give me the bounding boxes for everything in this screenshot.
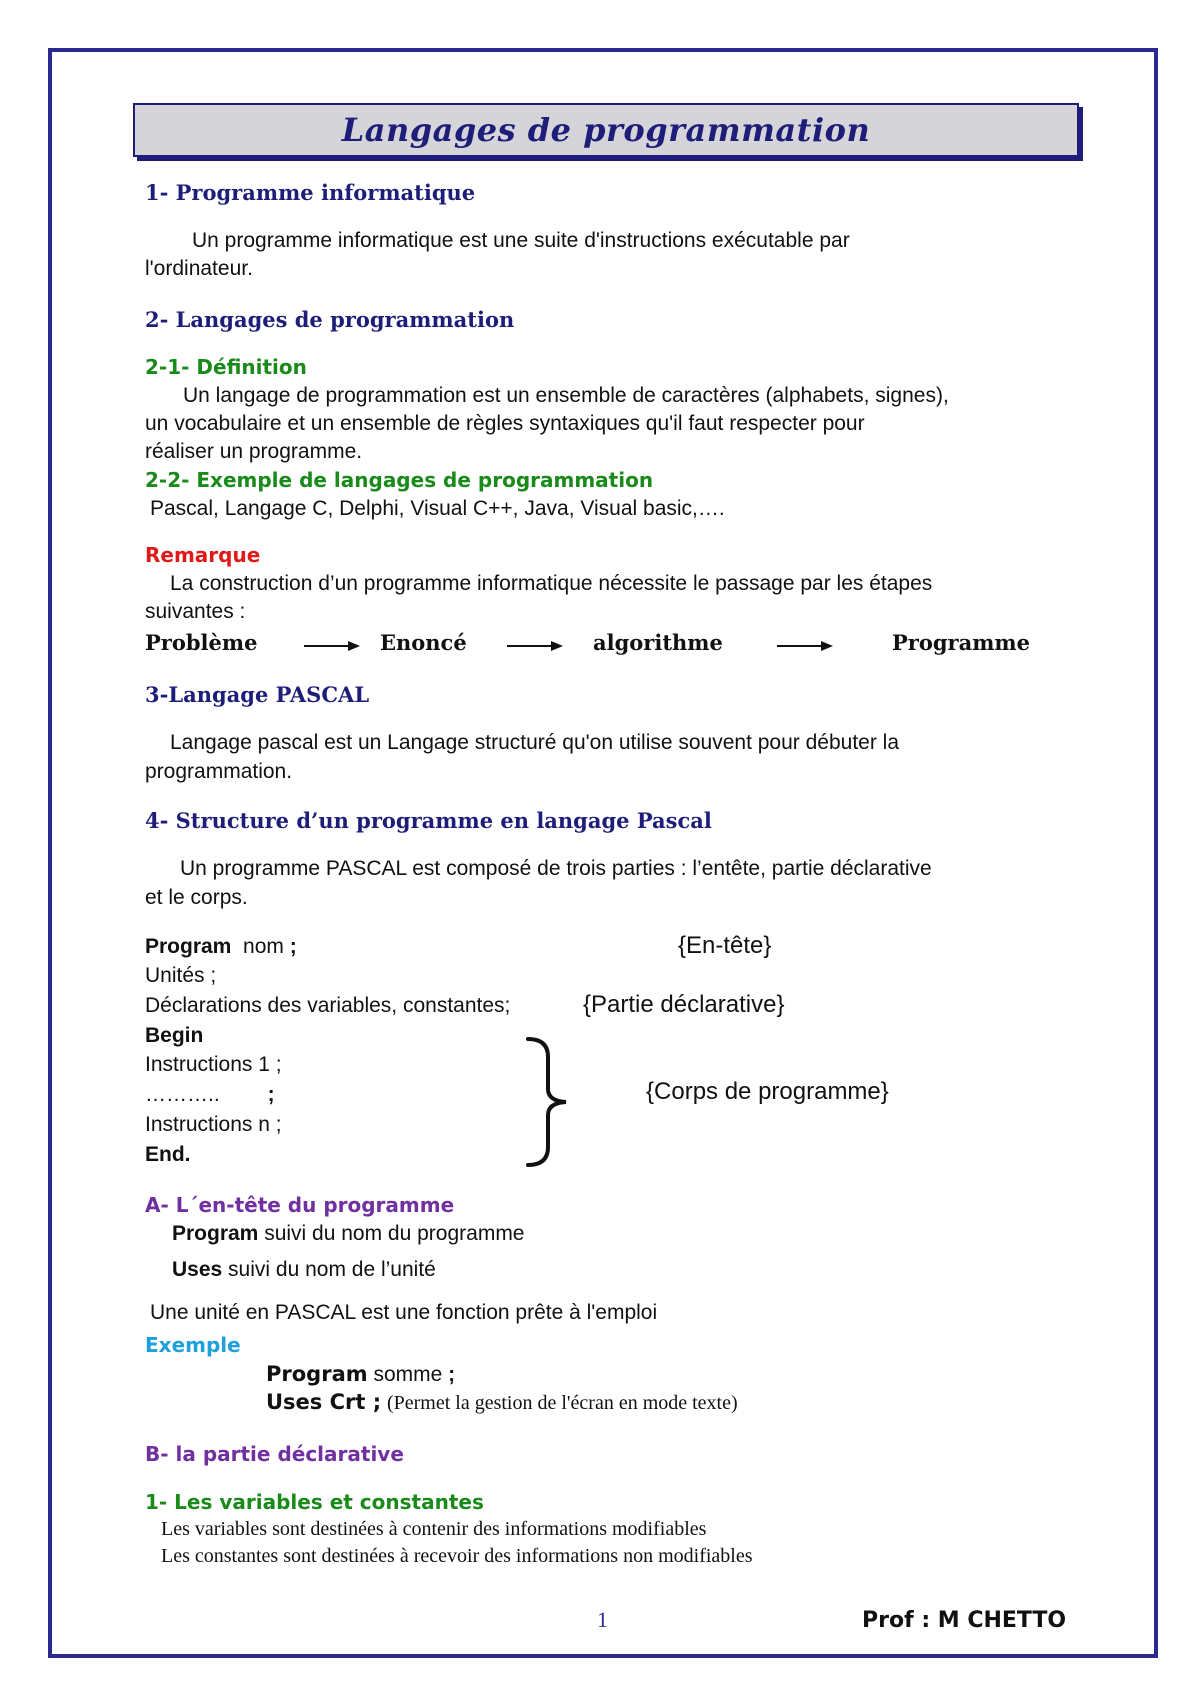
- section-3-heading: 3-Langage PASCAL: [145, 682, 370, 707]
- title-banner: [133, 103, 1079, 157]
- flow-step-probleme: Problème: [145, 630, 258, 655]
- examples-text: Pascal, Langage C, Delphi, Visual C++, Java, Visual basic,….: [150, 497, 725, 520]
- arrow-right-icon: [302, 636, 362, 656]
- program-semicolon: ;: [448, 1363, 456, 1386]
- definition-line-3: réaliser un programme.: [145, 440, 363, 463]
- uses-desc: suivi du nom de l’unité: [228, 1258, 436, 1281]
- page-title: Langages de programmation: [341, 111, 871, 149]
- remarque-heading: Remarque: [145, 543, 261, 567]
- comment-corps: {Corps de programme}: [646, 1078, 889, 1105]
- exemple-uses-line: [266, 1390, 738, 1415]
- page-frame: [48, 48, 1158, 1658]
- code-end: End.: [145, 1143, 191, 1166]
- code-instruction-n: Instructions n ;: [145, 1113, 282, 1136]
- arrow-right-icon: [775, 636, 835, 656]
- section-3-line-1: Langage pascal est un Langage structuré qu'on utilise souvent pour débuter la: [170, 731, 900, 754]
- section-a-heading: A- L´en-tête du programme: [145, 1193, 455, 1217]
- uses-keyword: Uses: [172, 1258, 223, 1281]
- exemple-program-line: [266, 1362, 455, 1387]
- unit-definition: Une unité en PASCAL est une fonction prête à l'emploi: [150, 1301, 658, 1324]
- variables-line-1: Les variables sont destinées à contenir des informations modifiables: [161, 1518, 707, 1540]
- code-dots-semicolon: ;: [267, 1083, 275, 1106]
- code-decl-line: Déclarations des variables, constantes;: [145, 994, 511, 1017]
- variables-heading: 1- Les variables et constantes: [145, 1490, 484, 1514]
- flow-step-enonce: Enoncé: [380, 630, 467, 655]
- program-semicolon: ;: [289, 935, 297, 958]
- section-4-line-1: Un programme PASCAL est composé de trois parties : l’entête, partie déclarative: [180, 857, 932, 880]
- section-b-heading: B- la partie déclarative: [145, 1442, 404, 1466]
- program-name: nom: [243, 935, 284, 958]
- section-1-line-1: Un programme informatique est une suite d'instructions exécutable par: [192, 229, 850, 252]
- variables-line-2: Les constantes sont destinées à recevoir des informations non modifiables: [161, 1545, 753, 1567]
- code-dots: ………..: [145, 1083, 220, 1106]
- page-number: 1: [597, 1607, 608, 1632]
- comment-entete: {En-tête}: [678, 932, 772, 959]
- code-units-line: Unités ;: [145, 964, 217, 987]
- section-a-program-line: [172, 1222, 525, 1246]
- section-a-uses-line: [172, 1258, 436, 1282]
- examples-heading: 2-2- Exemple de langages de programmation: [145, 468, 654, 492]
- section-1-heading: 1- Programme informatique: [145, 180, 476, 205]
- uses-crt-comment: (Permet la gestion de l'écran en mode texte): [386, 1392, 738, 1414]
- remarque-line-2: suivantes :: [145, 600, 246, 623]
- program-keyword: Program: [172, 1222, 259, 1245]
- comment-declarative: {Partie déclarative}: [583, 991, 785, 1018]
- program-keyword: Program: [266, 1362, 368, 1386]
- arrow-right-icon: [505, 636, 565, 656]
- code-dots-line: [145, 1083, 275, 1107]
- definition-line-2: un vocabulaire et un ensemble de règles syntaxiques qu'il faut respecter pour: [145, 412, 865, 435]
- flow-step-algorithme: algorithme: [593, 630, 723, 655]
- remarque-line-1: La construction d’un programme informatique nécessite le passage par les étapes: [170, 572, 933, 595]
- code-instruction-1: Instructions 1 ;: [145, 1053, 282, 1076]
- program-keyword: Program: [145, 935, 232, 958]
- section-4-line-2: et le corps.: [145, 886, 248, 909]
- section-4-heading: 4- Structure d’un programme en langage Pascal: [145, 808, 712, 833]
- curly-brace-icon: [520, 1035, 570, 1170]
- section-1-line-2: l'ordinateur.: [145, 257, 253, 280]
- section-2-heading: 2- Langages de programmation: [145, 307, 515, 332]
- code-begin: Begin: [145, 1024, 204, 1047]
- code-program-line: [145, 935, 297, 959]
- exemple-heading: Exemple: [145, 1333, 241, 1357]
- definition-heading: 2-1- Définition: [145, 355, 307, 379]
- program-name: somme: [373, 1363, 443, 1386]
- author: Prof : M CHETTO: [862, 1608, 1067, 1633]
- program-desc: suivi du nom du programme: [264, 1222, 525, 1245]
- definition-line-1: Un langage de programmation est un ensemble de caractères (alphabets, signes),: [183, 384, 949, 407]
- section-3-line-2: programmation.: [145, 760, 293, 783]
- flow-step-programme: Programme: [892, 630, 1031, 655]
- uses-crt-keyword: Uses Crt ;: [266, 1390, 382, 1414]
